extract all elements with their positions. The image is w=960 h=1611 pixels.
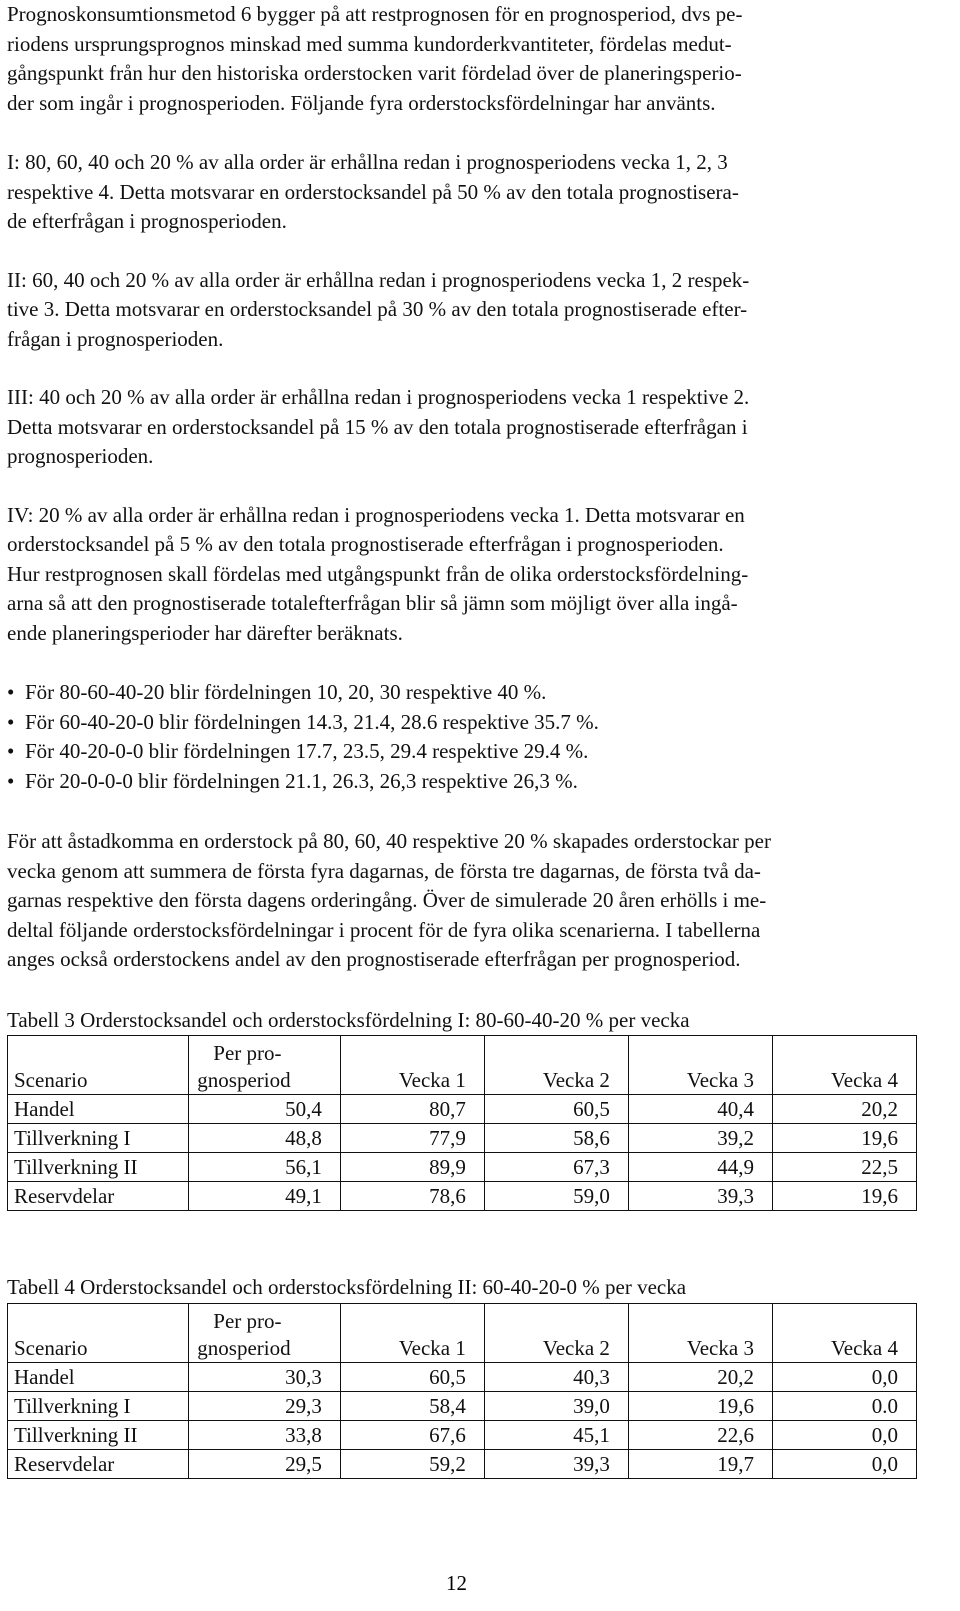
header-cell: Vecka 3: [628, 1303, 772, 1362]
list-item: • För 40-20-0-0 blir fördelningen 17.7, 23.5, 29.4 respektive 29.4 %.: [7, 737, 917, 767]
table-header-row: [8, 1036, 917, 1095]
header-cell: Vecka 2: [484, 1303, 628, 1362]
table-row: Tillverkning I 48,8 77,9 58,6 39,2 19,6: [8, 1124, 917, 1153]
table-row: Tillverkning II 56,1 89,9 67,3 44,9 22,5: [8, 1153, 917, 1182]
scenario-i-paragraph: I: 80, 60, 40 och 20 % av alla order är erhållna redan i prognosperiodens vecka 1, 2, 3 respektive 4. Detta motsvarar en orderstocksandel på 50 % av den totala prognostisera- de efterfrågan i prognosperioden.: [7, 150, 739, 233]
table-row: Tillverkning I 29,3 58,4 39,0 19,6 0.0: [8, 1391, 917, 1420]
document-page: [7, 0, 917, 1479]
header-cell: Per pro- gnosperiod: [189, 1303, 341, 1362]
list-item: • För 80-60-40-20 blir fördelningen 10, 20, 30 respektive 40 %.: [7, 678, 917, 708]
header-cell: Scenario: [8, 1303, 189, 1362]
method-paragraph: För att åstadkomma en orderstock på 80, 60, 40 respektive 20 % skapades orderstockar per vecka genom att summera de första fyra dagarnas, de första tre dagarnas, de första två da- garnas respektive den första dagens orderingång. Över de simulerade 20 åren erhölls i me- deltal följande orderstocksfördelningar i procent för de fyra olika scenarierna. I tabellerna anges också orderstockens andel av den prognostiserade efterfrågan per prognosperiod.: [7, 829, 771, 971]
table-row: Reservdelar 29,5 59,2 39,3 19,7 0,0: [8, 1449, 917, 1478]
list-item: • För 60-40-20-0 blir fördelningen 14.3, 21.4, 28.6 respektive 35.7 %.: [7, 708, 917, 738]
header-cell: Vecka 2: [484, 1036, 628, 1095]
header-cell: Vecka 4: [772, 1036, 916, 1095]
table4: [7, 1303, 917, 1479]
bullet-icon: •: [7, 739, 15, 763]
bullet-icon: •: [7, 709, 15, 734]
distribution-list: [7, 678, 917, 796]
scenario-iv-paragraph: IV: 20 % av alla order är erhållna redan i prognosperiodens vecka 1. Detta motsvarar en orderstocksandel på 5 % av den totala prognostiserade efterfrågan i prognosperioden. Hur restprognosen skall fördelas med utgångspunkt från de olika orderstocksfördelning- arna så att den prognostiserade totalefterfrågan blir så jämn som möjligt över alla ingå- ende planeringsperioder har därefter beräknats.: [7, 502, 749, 645]
table3: [7, 1035, 917, 1211]
table-row: Handel 30,3 60,5 40,3 20,2 0,0: [8, 1362, 917, 1391]
header-cell: Vecka 3: [628, 1036, 772, 1095]
table-row: Reservdelar 49,1 78,6 59,0 39,3 19,6: [8, 1182, 917, 1211]
list-item: • För 20-0-0-0 blir fördelningen 21.1, 26.3, 26,3 respektive 26,3 %.: [7, 767, 917, 797]
bullet-icon: •: [7, 680, 15, 704]
table3-caption: Tabell 3 Orderstocksandel och orderstocksfördelning I: 80-60-40-20 % per vecka: [7, 1007, 690, 1032]
table-header-row: [8, 1303, 917, 1362]
header-cell: Vecka 1: [340, 1036, 484, 1095]
header-cell: Per pro- gnosperiod: [189, 1036, 341, 1095]
bullet-icon: •: [7, 768, 15, 793]
header-cell: Vecka 4: [772, 1303, 916, 1362]
scenario-iii-paragraph: III: 40 och 20 % av alla order är erhållna redan i prognosperiodens vecka 1 respektive 2. Detta motsvarar en orderstocksandel på 15 % av den totala prognostiserade efterfrågan i prognosperioden.: [7, 385, 750, 468]
table-row: Handel 50,4 80,7 60,5 40,4 20,2: [8, 1095, 917, 1124]
header-cell: Scenario: [8, 1036, 189, 1095]
table4-caption: Tabell 4 Orderstocksandel och orderstocksfördelning II: 60-40-20-0 % per vecka: [7, 1275, 687, 1299]
table-row: Tillverkning II 33,8 67,6 45,1 22,6 0,0: [8, 1420, 917, 1449]
intro-paragraph: Prognoskonsumtionsmetod 6 bygger på att restprognosen för en prognosperiod, dvs pe- riodens ursprungsprognos minskad med summa kundorderkvantiteter, fördelas medut- gångspunkt från hur den historiska orderstocken varit fördelad över de planeringsperio- der som ingår i prognosperioden. Följande fyra orderstocksfördelningar har använts.: [7, 2, 743, 115]
scenario-ii-paragraph: II: 60, 40 och 20 % av alla order är erhållna redan i prognosperiodens vecka 1, 2 respek- tive 3. Detta motsvarar en orderstocksandel på 30 % av den totala prognostiserade efter- frågan i prognosperioden.: [7, 267, 750, 351]
header-cell: Vecka 1: [340, 1303, 484, 1362]
page-number: 12: [446, 1571, 467, 1595]
